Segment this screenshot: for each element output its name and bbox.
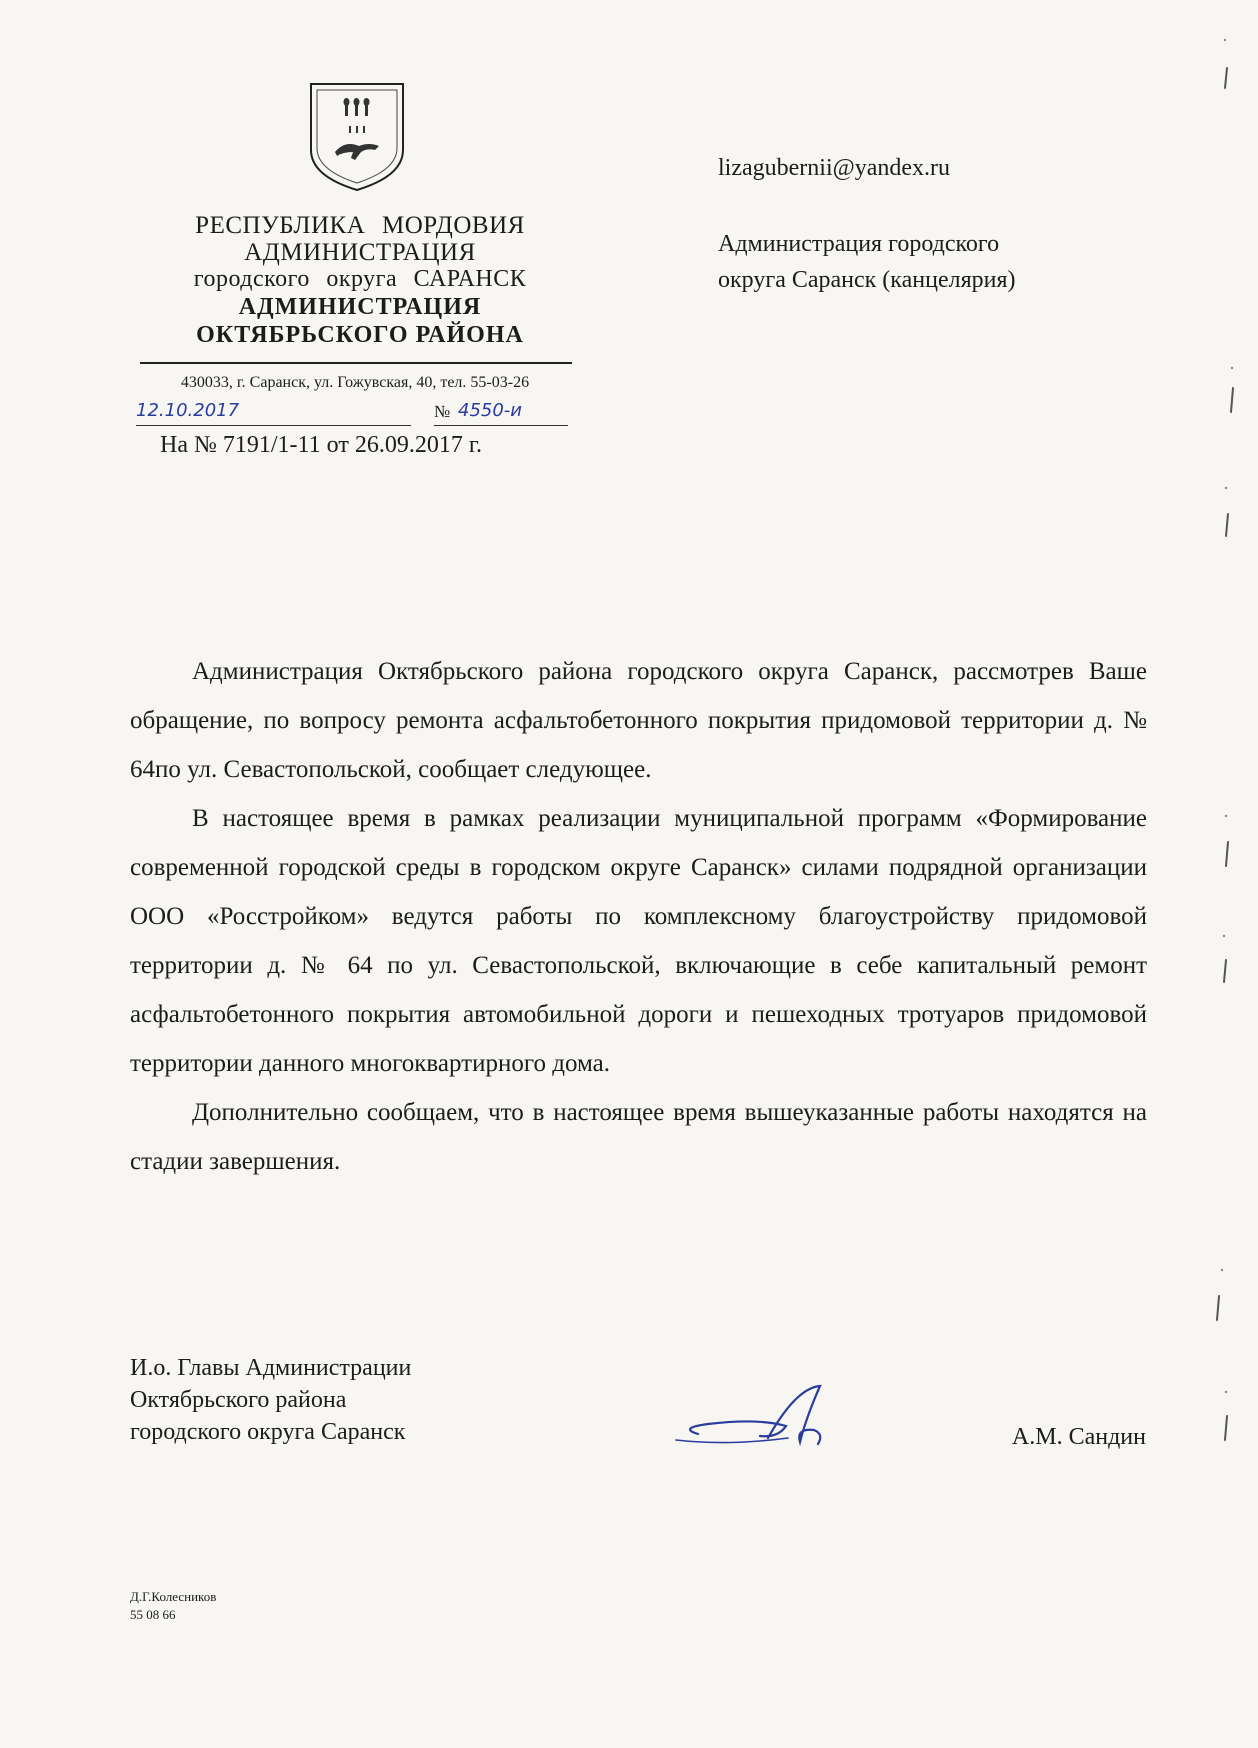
registration-date: 12.10.2017 [136,400,240,421]
signatory-title [130,1352,411,1448]
executor-block [130,1588,216,1624]
executor-phone: 55 08 66 [130,1607,176,1622]
letter-body [130,647,1147,1186]
registration-number: 4550-и [458,400,523,421]
body-paragraph-3: Дополнительно сообщаем, что в настоящее время вышеуказанные работы находятся на стадии завершения. [130,1099,1147,1175]
letterhead [130,212,590,349]
body-paragraph-2: В настоящее время в рамках реализации муниципальной программ «Формирование современной городской среды в городском округе Саранск» силами подрядной организации ООО «Росстройком» ведутся работы по комплексному благоустройству придомовой территории д. № 64 по ул. Севастопольской, включающие в себе капитальный ремонт асфальтобетонного покрытия автомобильной дороги и пешеходных тротуаров придомовой территории данного многоквартирного дома. [130,805,1147,1077]
letterhead-republic: РЕСПУБЛИКА МОРДОВИЯ [195,212,525,239]
registration-number-label: № [434,402,451,421]
registration-number-underline [434,425,568,426]
recipient-line-2: округа Саранск (канцелярия) [718,267,1016,293]
letterhead-district: ОКТЯБРЬСКОГО РАЙОНА [196,322,524,348]
letterhead-city: городского округа САРАНСК [193,266,527,292]
signatory-title-line-3: городского округа Саранск [130,1419,406,1445]
body-paragraph-1: Администрация Октябрьского района городского округа Саранск, рассмотрев Ваше обращение, по вопросу ремонта асфальтобетонного покрытия придомовой территории д. № 64по ул. Севастопольской, сообщает следующее. [130,658,1147,783]
recipient-block [718,150,1015,298]
executor-name: Д.Г.Колесников [130,1589,217,1604]
coat-of-arms-icon [305,80,409,194]
registration-date-underline [136,425,411,426]
signatory-title-line-2: Октябрьского района [130,1387,347,1413]
reference-line: На № 7191/1-11 от 26.09.2017 г. [160,432,482,458]
signatory-title-line-1: И.о. Главы Администрации [130,1355,412,1381]
recipient-email: lizagubernii@yandex.ru [718,155,951,181]
letterhead-administration-bold: АДМИНИСТРАЦИЯ [238,294,482,320]
letterhead-administration: АДМИНИСТРАЦИЯ [244,239,476,266]
handwritten-signature-icon [668,1378,868,1458]
letterhead-address: 430033, г. Саранск, ул. Гожувская, 40, тел. 55-03-26 [180,374,530,391]
signatory-name: А.М. Сандин [1011,1424,1146,1450]
recipient-line-1: Администрация городского [718,231,1000,257]
registration-line [136,400,568,430]
letterhead-divider [140,362,572,364]
